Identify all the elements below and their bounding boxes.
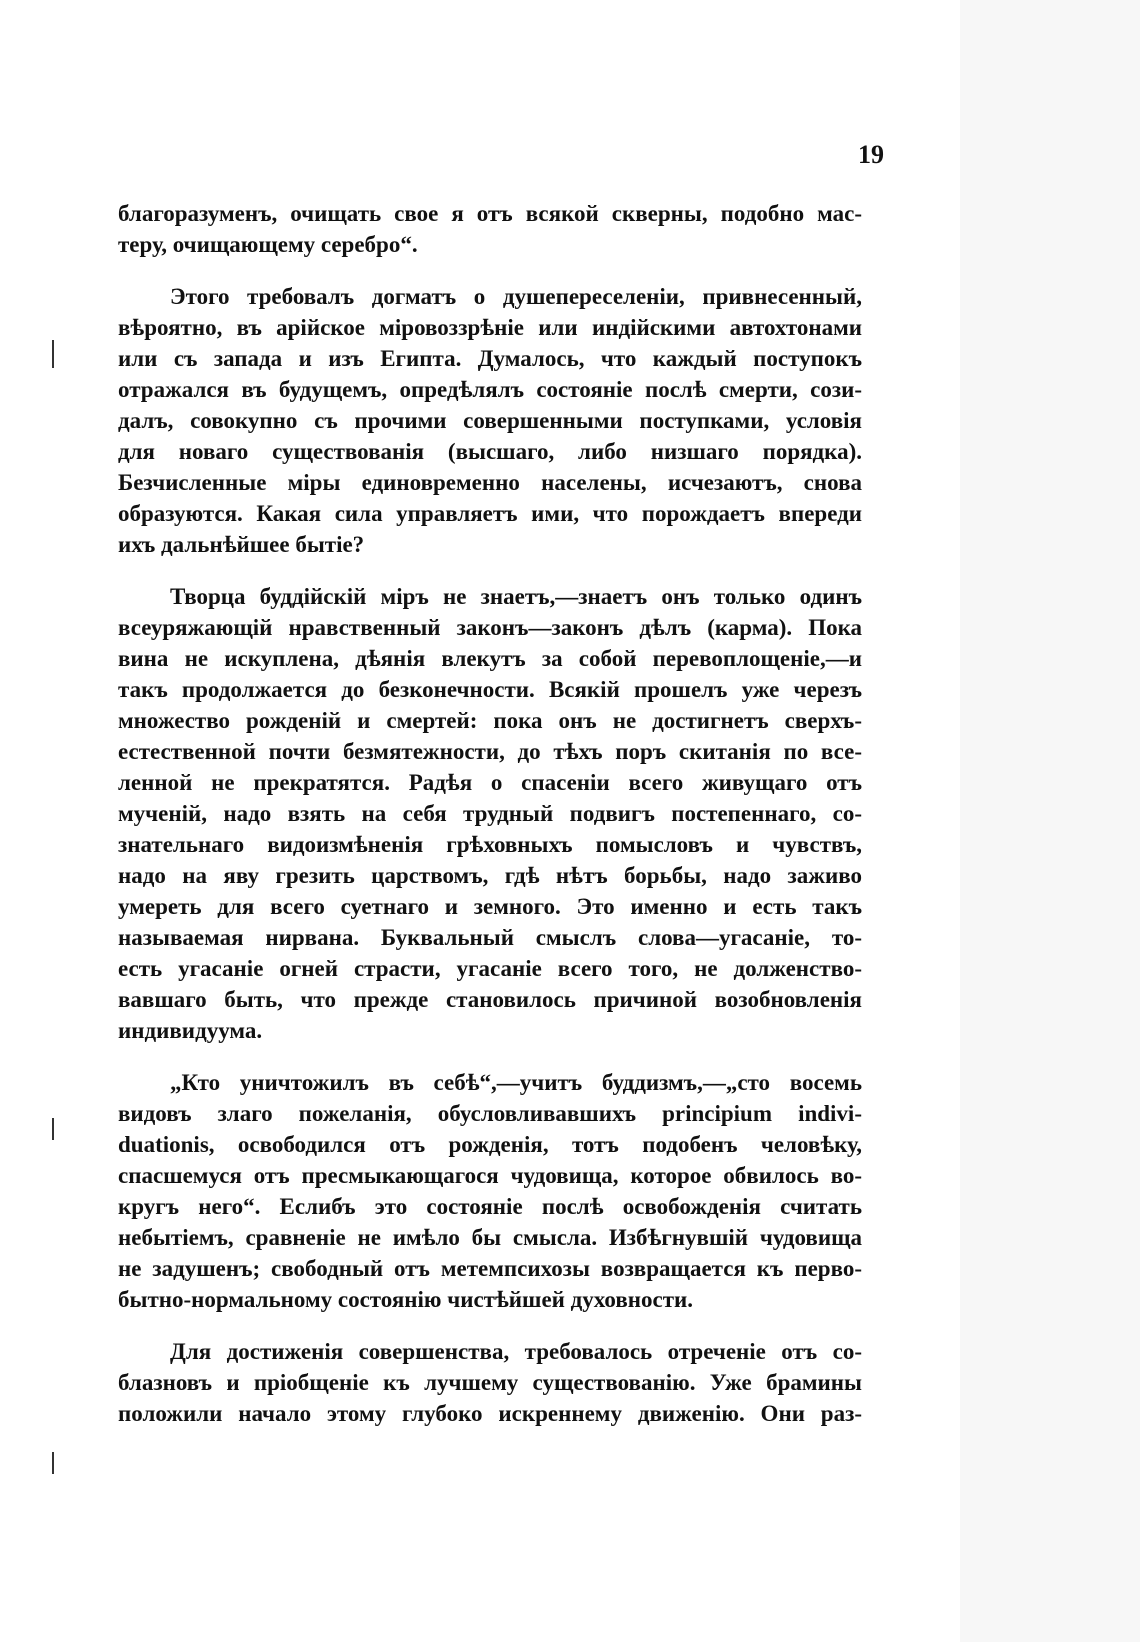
text-line: Для достиженiя совершенства, требовалось отреченiе отъ со- bbox=[170, 1339, 862, 1364]
text-line: ленной не прекратятся. Радѣя о спасенiи всего живущаго отъ bbox=[118, 770, 862, 795]
text-line: Безчисленные мiры единовременно населены, исчезаютъ, снова bbox=[118, 470, 862, 495]
text-line: отражался въ будущемъ, опредѣлялъ состоянiе послѣ смерти, сози- bbox=[118, 377, 862, 402]
text-line: или съ запада и изъ Египта. Думалось, что каждый поступокъ bbox=[118, 346, 862, 371]
text-line: естественной почти безмятежности, до тѣхъ поръ скитанiя по все- bbox=[118, 739, 862, 764]
paragraph bbox=[118, 1067, 862, 1315]
text-line: положили начало этому глубоко искреннему движенiю. Они раз- bbox=[118, 1401, 862, 1426]
text-line: „Кто уничтожилъ въ себѣ“,—учитъ буддизмъ,—„сто восемь bbox=[170, 1070, 862, 1095]
text-line: образуются. Какая сила управляетъ ими, что порождаетъ впереди bbox=[118, 501, 862, 526]
text-line: блазновъ и прiобщенiе къ лучшему существованiю. Уже брамины bbox=[118, 1370, 862, 1395]
text-line: видовъ злаго пожеланiя, обусловливавшихъ principium indivi- bbox=[118, 1101, 862, 1126]
body-text bbox=[118, 198, 862, 1450]
text-line: вѣроятно, въ арiйское мiровоззрѣнiе или индiйскими автохтонами bbox=[118, 315, 862, 340]
text-line: Этого требовалъ догматъ о душепереселенiи, привнесенный, bbox=[170, 284, 862, 309]
margin-mark bbox=[52, 340, 54, 368]
text-line: есть угасанiе огней страсти, угасанiе всего того, не долженство- bbox=[118, 956, 862, 981]
text-line: duationis, освободился отъ рожденiя, тотъ подобенъ человѣку, bbox=[118, 1132, 862, 1157]
text-line: надо на яву грезить царствомъ, гдѣ нѣтъ борьбы, надо заживо bbox=[118, 863, 862, 888]
text-line: далъ, совокупно съ прочими совершенными поступками, условiя bbox=[118, 408, 862, 433]
text-line: небытiемъ, сравненiе не имѣло бы смысла. Избѣгнувшiй чудовища bbox=[118, 1225, 862, 1250]
text-line: знательнаго видоизмѣненiя грѣховныхъ помысловъ и чувствъ, bbox=[118, 832, 862, 857]
text-line: спасшемуся отъ пресмыкающагося чудовища, которое обвилось во- bbox=[118, 1163, 862, 1188]
text-line: умереть для всего суетнаго и земного. Это именно и есть такъ bbox=[118, 894, 862, 919]
text-line: ихъ дальнѣйшее бытiе? bbox=[118, 532, 365, 557]
text-line: теру, очищающему серебро“. bbox=[118, 232, 418, 257]
text-line: не задушенъ; свободный отъ метемпсихозы возвращается къ перво- bbox=[118, 1256, 862, 1281]
page-number: 19 bbox=[858, 140, 884, 169]
paragraph bbox=[118, 281, 862, 560]
text-line: такъ продолжается до безконечности. Всякiй прошелъ уже черезъ bbox=[118, 677, 862, 702]
text-line: мученiй, надо взять на себя трудный подвигъ постепеннаго, со- bbox=[118, 801, 862, 826]
text-line: вина не искуплена, дѣянiя влекутъ за собой перевоплощенiе,—и bbox=[118, 646, 862, 671]
text-line: индивидуума. bbox=[118, 1018, 263, 1043]
paragraph bbox=[118, 1336, 862, 1429]
text-line: всеуряжающiй нравственный законъ—законъ дѣлъ (карма). Пока bbox=[118, 615, 862, 640]
text-line: кругъ него“. Еслибъ это состоянiе послѣ освобожденiя считать bbox=[118, 1194, 862, 1219]
paragraph bbox=[118, 581, 862, 1046]
page-edge-shade bbox=[960, 0, 1140, 1642]
text-line: множество рожденiй и смертей: пока онъ не достигнетъ сверхъ- bbox=[118, 708, 862, 733]
text-line: для новаго существованiя (высшаго, либо низшаго порядка). bbox=[118, 439, 862, 464]
text-line: Творца буддiйскiй мiръ не знаетъ,—знаетъ онъ только одинъ bbox=[170, 584, 862, 609]
paragraph bbox=[118, 198, 862, 260]
text-line: бытно-нормальному состоянiю чистѣйшей духовности. bbox=[118, 1287, 694, 1312]
margin-mark bbox=[52, 1118, 54, 1140]
text-line: называемая нирвана. Буквальный смыслъ слова—угасанiе, то- bbox=[118, 925, 862, 950]
text-line: вавшаго быть, что прежде становилось причиной возобновленiя bbox=[118, 987, 862, 1012]
text-line: благоразуменъ, очищать свое я отъ всякой скверны, подобно мас- bbox=[118, 201, 862, 226]
margin-mark bbox=[52, 1452, 54, 1474]
